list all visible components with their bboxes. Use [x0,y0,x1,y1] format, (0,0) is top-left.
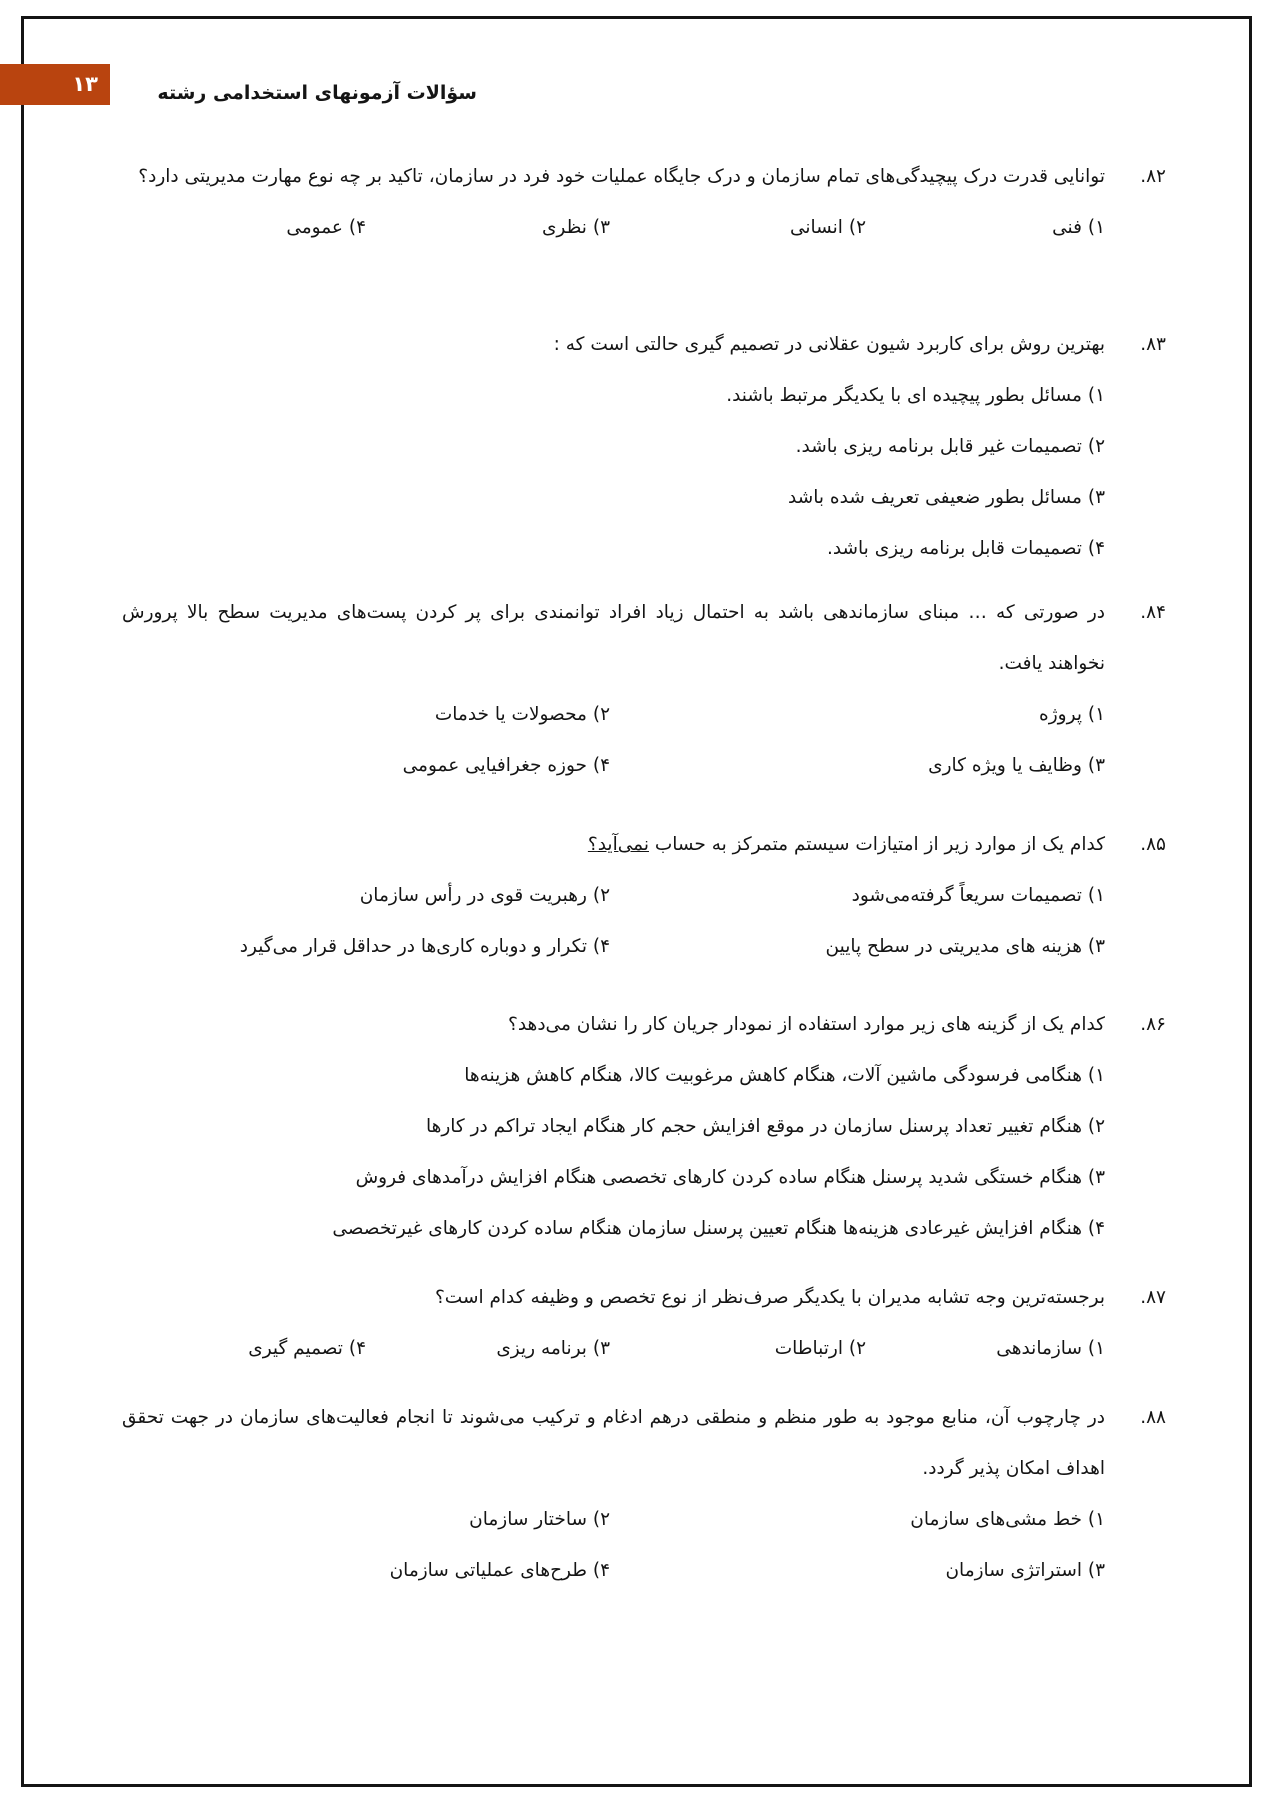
option-3: ۳) هنگام خستگی شدید پرسنل هنگام ساده کردن کارهای تخصصی هنگام افزایش درآمدهای فروش [355,1167,1105,1188]
option-2: ۲) تصمیمات غیر قابل برنامه ریزی باشد. [795,436,1105,457]
question-number: ۸۶. [1140,1014,1166,1035]
option-2: ۲) رهبریت قوی در رأس سازمان [359,885,610,906]
option-1: ۱) خط مشی‌های سازمان [910,1509,1105,1530]
option-4: ۴) طرح‌های عملیاتی سازمان [389,1560,610,1581]
question-text [122,819,1105,870]
option-3: ۳) نظری [541,217,610,238]
question-86 [122,999,1166,1254]
options-row [122,472,1105,523]
question-text-main: کدام یک از موارد زیر از امتیازات سیستم متمرکز به حساب [648,834,1105,855]
question-number: ۸۵. [1140,834,1166,855]
question-text: برجسته‌ترین وجه تشابه مدیران با یکدیگر صرف‌نظر از نوع تخصص و وظیفه کدام است؟ [434,1287,1105,1308]
question-number: ۸۸. [1140,1407,1166,1428]
question-84 [122,587,1166,791]
option-1: ۱) هنگامی فرسودگی ماشین آلات، هنگام کاهش مرغوبیت کالا، هنگام کاهش هزینه‌ها [464,1065,1105,1086]
option-1: ۱) سازماندهی [996,1338,1105,1359]
option-3: ۳) وظایف یا ویژه کاری [928,755,1105,776]
question-text: بهترین روش برای کاربرد شیون عقلانی در تصمیم گیری حالتی است که : [553,334,1105,355]
option-1: ۱) پروژه [1039,704,1105,725]
option-4: ۴) تصمیمات قابل برنامه ریزی باشد. [826,538,1105,559]
question-number: ۸۲. [1140,166,1166,187]
options-row [122,1323,1105,1374]
question-text: در چارچوب آن، منابع موجود به طور منظم و منطقی درهم ادغام و ترکیب می‌شوند تا انجام فعالیت‌های سازمان در جهت تحقق اهداف امکان پذیر گردد. [122,1407,1105,1479]
options-row [122,202,1105,253]
option-2: ۲) ساختار سازمان [469,1509,610,1530]
options-row [122,689,1105,740]
question-88 [122,1392,1166,1596]
page-number: ۱۳ [72,72,98,96]
question-82 [122,151,1166,253]
question-text: در صورتی که … مبنای سازماندهی باشد به احتمال زیاد افراد توانمندی برای پر کردن پست‌های مدیریت سطح بالا پرورش نخواهند یافت. [122,602,1105,674]
question-83 [122,319,1166,574]
option-1: ۱) مسائل بطور پیچیده ای با یکدیگر مرتبط باشند. [726,385,1105,406]
question-number: ۸۴. [1140,602,1166,623]
options-row [122,1050,1105,1101]
options-row [122,1203,1105,1254]
option-3: ۳) استراتژی سازمان [945,1560,1105,1581]
question-text: کدام یک از گزینه های زیر موارد استفاده از نمودار جریان کار را نشان می‌دهد؟ [508,1014,1105,1035]
options-row [122,870,1105,921]
options-row [122,370,1105,421]
question-number: ۸۷. [1140,1287,1166,1308]
options-row [122,740,1105,791]
options-row [122,523,1105,574]
options-row [122,921,1105,972]
option-4: ۴) تکرار و دوباره کاری‌ها در حداقل قرار می‌گیرد [239,936,610,957]
option-4: ۴) حوزه جغرافیایی عمومی [402,755,610,776]
option-2: ۲) ارتباطات [774,1338,866,1359]
options-row [122,421,1105,472]
options-row [122,1101,1105,1152]
options-row [122,1152,1105,1203]
question-87 [122,1272,1166,1374]
option-4: ۴) عمومی [286,217,366,238]
question-text: توانایی قدرت درک پیچیدگی‌های تمام سازمان و درک جایگاه عملیات خود فرد در سازمان، تاکید بر چه نوع مهارت مدیریتی دارد؟ [138,166,1105,187]
question-85 [122,819,1166,972]
option-2: ۲) انسانی [789,217,866,238]
option-1: ۱) تصمیمات سریعاً گرفته‌می‌شود [851,885,1105,906]
option-2: ۲) هنگام تغییر تعداد پرسنل سازمان در موقع افزایش حجم کار هنگام ایجاد تراکم در کارها [425,1116,1105,1137]
options-row [122,1494,1105,1545]
question-number: ۸۳. [1140,334,1166,355]
option-4: ۴) هنگام افزایش غیرعادی هزینه‌ها هنگام تعیین پرسنل سازمان هنگام ساده کردن کارهای غیرتخصصی [332,1218,1105,1239]
options-row [122,1545,1105,1596]
option-3: ۳) برنامه ریزی [496,1338,610,1359]
option-3: ۳) مسائل بطور ضعیفی تعریف شده باشد [788,487,1105,508]
page-number-badge [0,64,110,105]
option-1: ۱) فنی [1052,217,1105,238]
page-title: سؤالات آزمونهای استخدامی رشته [157,82,477,104]
option-2: ۲) محصولات یا خدمات [434,704,610,725]
question-text-underlined: نمی‌آید؟ [587,834,649,855]
option-4: ۴) تصمیم گیری [248,1338,366,1359]
option-3: ۳) هزینه های مدیریتی در سطح پایین [825,936,1105,957]
